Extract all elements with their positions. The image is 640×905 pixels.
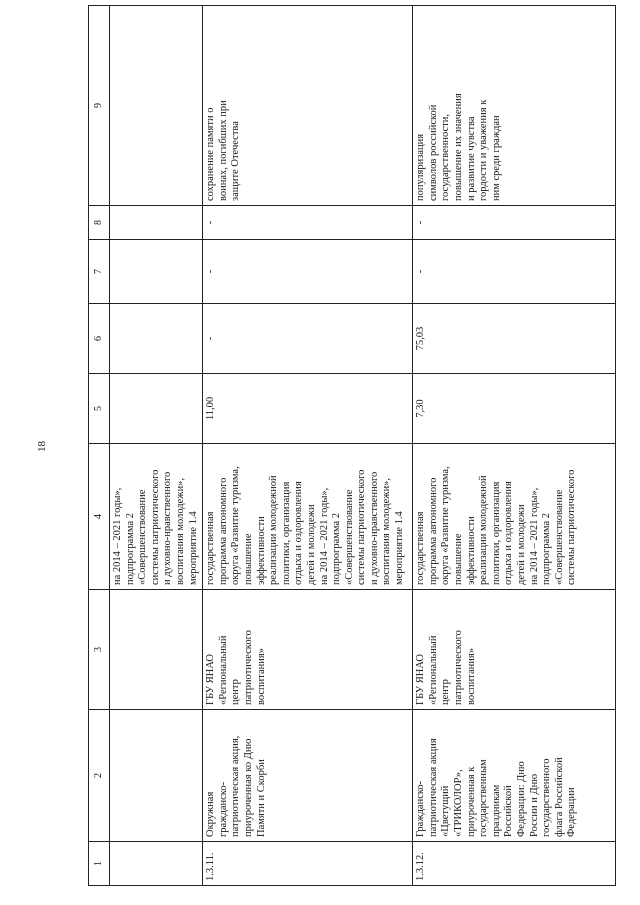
col-header-2: 2: [89, 710, 110, 842]
cell-col6: -: [203, 304, 413, 374]
page-number: 18: [36, 441, 48, 452]
cell-col8: -: [203, 206, 413, 240]
table-row: [413, 6, 616, 886]
col-header-6: 6: [89, 304, 110, 374]
cell-col8: -: [413, 206, 616, 240]
col-header-1: 1: [89, 842, 110, 886]
column-number-row: [89, 6, 110, 886]
cell-event: Гражданско- патриотическая акция «Цветущий «ТРИКОЛОР», приуроченная к государственным праздникам Российской Федерации: Дню России и Дню государственного флага Российской Федерации: [413, 710, 616, 842]
cell-executor: [110, 590, 203, 710]
col-header-7: 7: [89, 240, 110, 304]
col-header-8: 8: [89, 206, 110, 240]
cell-col5: [110, 374, 203, 444]
table-row-continuation: [110, 6, 203, 886]
cell-col7: -: [203, 240, 413, 304]
cell-col6: 75,03: [413, 304, 616, 374]
table-row: [203, 6, 413, 886]
cell-number: 1.3.12.: [413, 842, 616, 886]
col-header-3: 3: [89, 590, 110, 710]
cell-program: государственная программа автономного округа «Развитие туризма, повышение эффективности реализации молодежной политики, организация отдыха и оздоровления детей и молодежи на 2014 – 2021 годы», подпрограмма 2 «Совершенствование системы патриотического и духовно-нравственного воспитания молодежи», мероприятие 1.4: [203, 444, 413, 590]
cell-program: на 2014 – 2021 годы», подпрограмма 2 «Совершенствование системы патриотического и духовно-нравственного воспитания молодежи», мероприятие 1.4: [110, 444, 203, 590]
col-header-5: 5: [89, 374, 110, 444]
cell-col8: [110, 206, 203, 240]
cell-program: государственная программа автономного округа «Развитие туризма, повышение эффективности реализации молодежной политики, организация отдыха и оздоровления детей и молодежи на 2014 – 2021 годы», подпрограмма 2 «Совершенствование системы патриотического: [413, 444, 616, 590]
cell-result: популяризация символов российской государственности, повышение их значения и развитие чувства гордости и уважения к ним среди граждан: [413, 6, 616, 206]
cell-col6: [110, 304, 203, 374]
cell-result: сохранение памяти о воинах, погибших при защите Отечества: [203, 6, 413, 206]
cell-col5: 7,30: [413, 374, 616, 444]
col-header-9: 9: [89, 6, 110, 206]
cell-number: [110, 842, 203, 886]
cell-result: [110, 6, 203, 206]
cell-col5: 11,00: [203, 374, 413, 444]
cell-number: 1.3.11.: [203, 842, 413, 886]
cell-event: Окружная гражданско- патриотическая акция, приуроченная ко Дню Памяти и Скорби: [203, 710, 413, 842]
cell-executor: ГБУ ЯНАО «Региональный центр патриотического воспитания»: [203, 590, 413, 710]
cell-executor: ГБУ ЯНАО «Региональный центр патриотического воспитания»: [413, 590, 616, 710]
rotated-table-page: [88, 6, 616, 886]
cell-col7: -: [413, 240, 616, 304]
cell-col7: [110, 240, 203, 304]
activities-table: [88, 5, 616, 886]
cell-event: [110, 710, 203, 842]
col-header-4: 4: [89, 444, 110, 590]
